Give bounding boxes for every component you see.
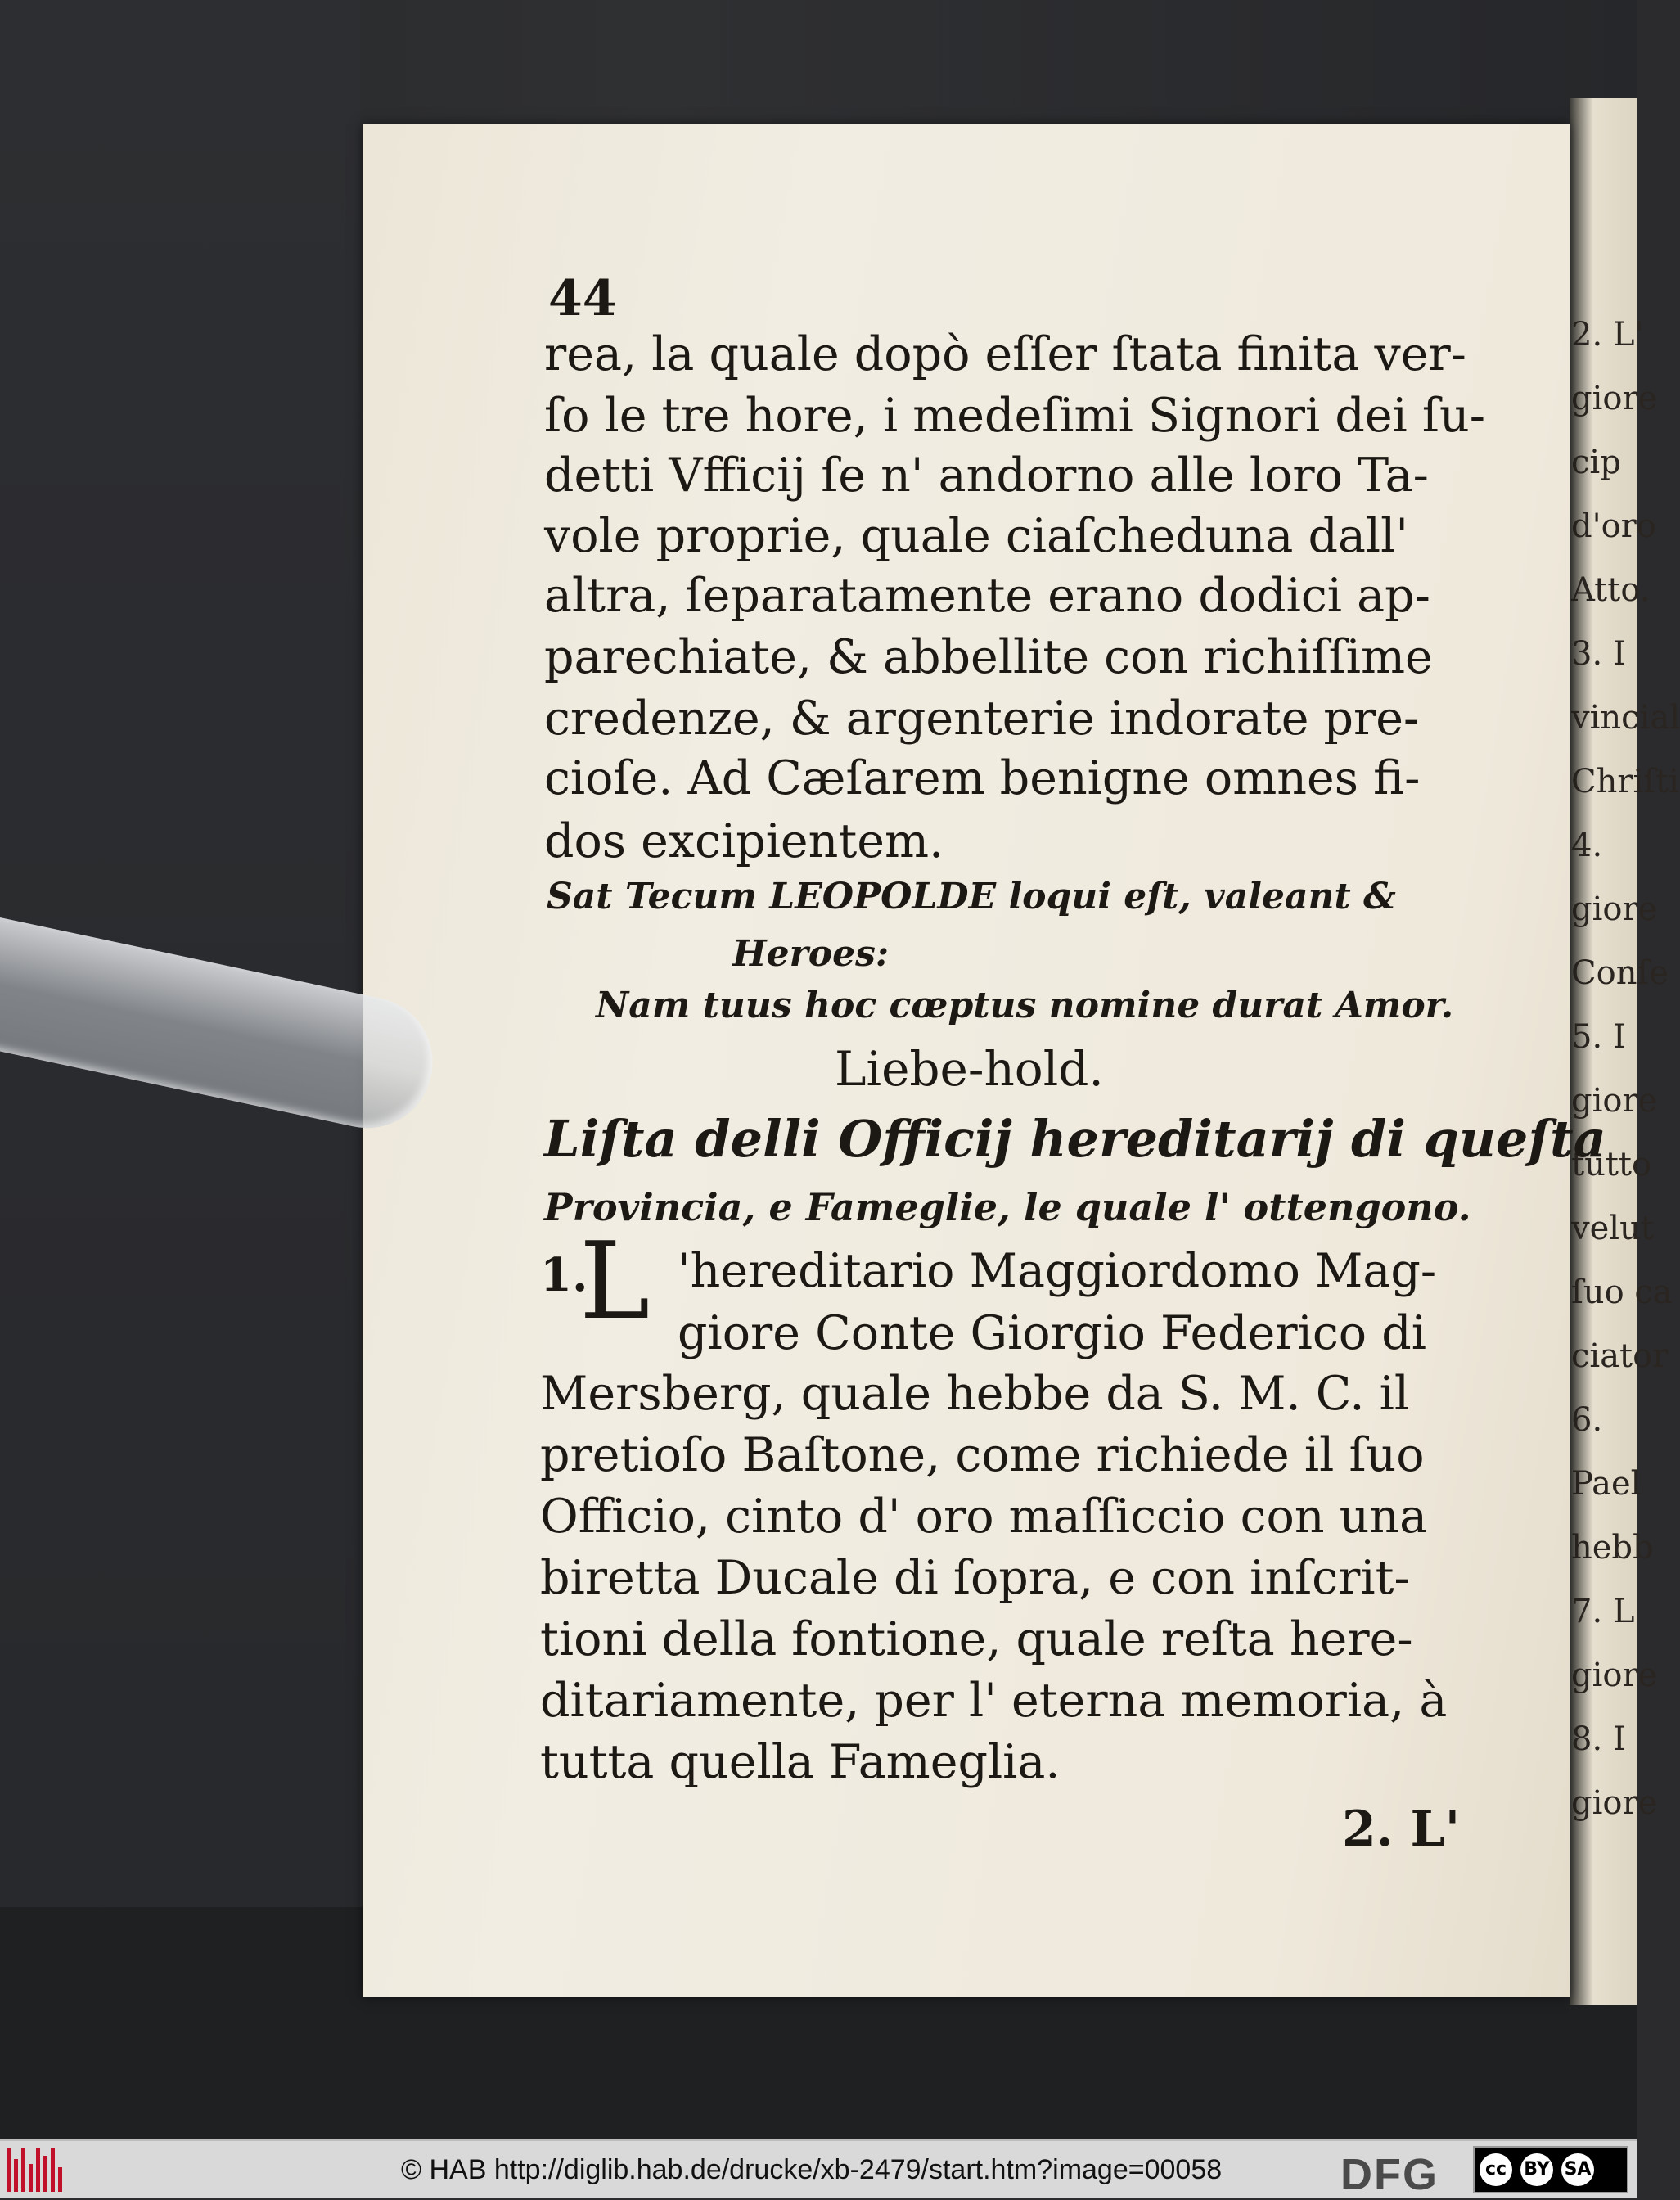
- body-line: credenze, & argenterie indorate pre-: [544, 692, 1420, 746]
- facing-page-fragment: hebb: [1571, 1529, 1654, 1567]
- footer-bar: [0, 2139, 1637, 2198]
- sa-icon: SA: [1561, 2153, 1594, 2186]
- facing-page-fragment: 4.: [1571, 827, 1603, 864]
- drop-cap: L: [579, 1219, 651, 1343]
- body-line: detti Vfficij ſe n' andorno alle loro Ta-: [544, 449, 1429, 503]
- facing-page-fragment: d'oro: [1571, 507, 1656, 545]
- facing-page-fragment: 2. L': [1571, 316, 1644, 354]
- entry-line: ditariamente, per l' eterna memoria, à: [540, 1674, 1448, 1728]
- page-number: 44: [548, 270, 617, 327]
- facing-page-fragment: giore: [1571, 1082, 1658, 1120]
- facing-page-fragment: vincial: [1571, 699, 1680, 737]
- entry-line: tioni della fontione, quale reſta here-: [540, 1612, 1413, 1666]
- entry-line: tutta quella Fameglia.: [540, 1735, 1061, 1789]
- facing-page-fragment: 3. I: [1571, 635, 1626, 673]
- entry-line: Mersberg, quale hebbe da S. M. C. il: [540, 1367, 1410, 1421]
- facing-page-text: [1571, 303, 1680, 1858]
- entry-number: 1.: [540, 1248, 588, 1302]
- entry-line: 'hereditario Maggiordomo Mag-: [678, 1244, 1437, 1298]
- facing-page-fragment: Conſe: [1571, 954, 1669, 992]
- section-heading-line-2: Provincia, e Fameglie, le quale l' ottengono.: [544, 1185, 1471, 1229]
- facing-page-fragment: velut: [1571, 1210, 1654, 1247]
- facing-page-fragment: giore: [1571, 380, 1658, 417]
- cc-icon: cc: [1480, 2153, 1512, 2186]
- hab-logo: [7, 2148, 62, 2192]
- by-icon: BY: [1520, 2153, 1553, 2186]
- entry-line: pretioſo Baſtone, come richiede il ſuo: [540, 1428, 1425, 1482]
- facing-page-fragment: 8. I: [1571, 1720, 1626, 1758]
- cc-license-badge[interactable]: [1473, 2146, 1628, 2193]
- verse-line-1: Sat Tecum LEOPOLDE loqui eſt, valeant &: [547, 876, 1396, 917]
- entry-line: giore Conte Giorgio Federico di: [678, 1306, 1426, 1360]
- entry-line: biretta Ducale di ſopra, e con inſcrit-: [540, 1551, 1410, 1605]
- facing-page-fragment: 7. L: [1571, 1593, 1635, 1630]
- verse-line-2: Heroes:: [732, 933, 890, 975]
- facing-page-fragment: ſuo ca: [1571, 1274, 1673, 1311]
- body-line: vole proprie, quale ciaſcheduna dall': [544, 509, 1409, 563]
- body-line: altra, ſeparatamente erano dodici ap-: [544, 569, 1430, 623]
- body-line: rea, la quale dopò eſſer ſtata finita ver-: [544, 327, 1466, 381]
- catchword: 2. L': [1342, 1801, 1461, 1858]
- body-line: parechiate, & abbellite con richiſſime: [544, 630, 1433, 684]
- facing-page-fragment: Atto.: [1571, 571, 1651, 609]
- body-line: dos excipientem.: [544, 814, 944, 868]
- section-heading-line-1: Liſta delli Officij hereditarij di queſta: [544, 1109, 1606, 1169]
- verse-line-3: Nam tuus hoc cœptus nomine durat Amor.: [596, 985, 1454, 1026]
- facing-page-fragment: giore: [1571, 890, 1658, 928]
- facing-page-fragment: 5. I: [1571, 1018, 1626, 1056]
- facing-page-fragment: Chriſti: [1571, 763, 1679, 800]
- facing-page-fragment: tutto: [1571, 1146, 1652, 1183]
- facing-page-fragment: giore: [1571, 1657, 1658, 1694]
- copyright-url[interactable]: © HAB http://diglib.hab.de/drucke/xb-2479/start.htm?image=00058: [401, 2154, 1223, 2185]
- facing-page-fragment: giore: [1571, 1784, 1658, 1822]
- entry-line: Officio, cinto d' oro maſſiccio con una: [540, 1490, 1428, 1544]
- facing-page-fragment: Pael: [1571, 1465, 1642, 1503]
- body-line: ſo le tre hore, i medeſimi Signori dei ſu-: [544, 389, 1485, 443]
- facing-page-fragment: 6.: [1571, 1401, 1603, 1439]
- body-line: cioſe. Ad Cæſarem benigne omnes fi-: [544, 751, 1421, 805]
- signature-liebe-hold: Liebe-hold.: [835, 1041, 1104, 1097]
- facing-page-fragment: ciator: [1571, 1337, 1669, 1375]
- facing-page-fragment: cip: [1571, 444, 1621, 481]
- dfg-logo: DFG: [1340, 2150, 1439, 2199]
